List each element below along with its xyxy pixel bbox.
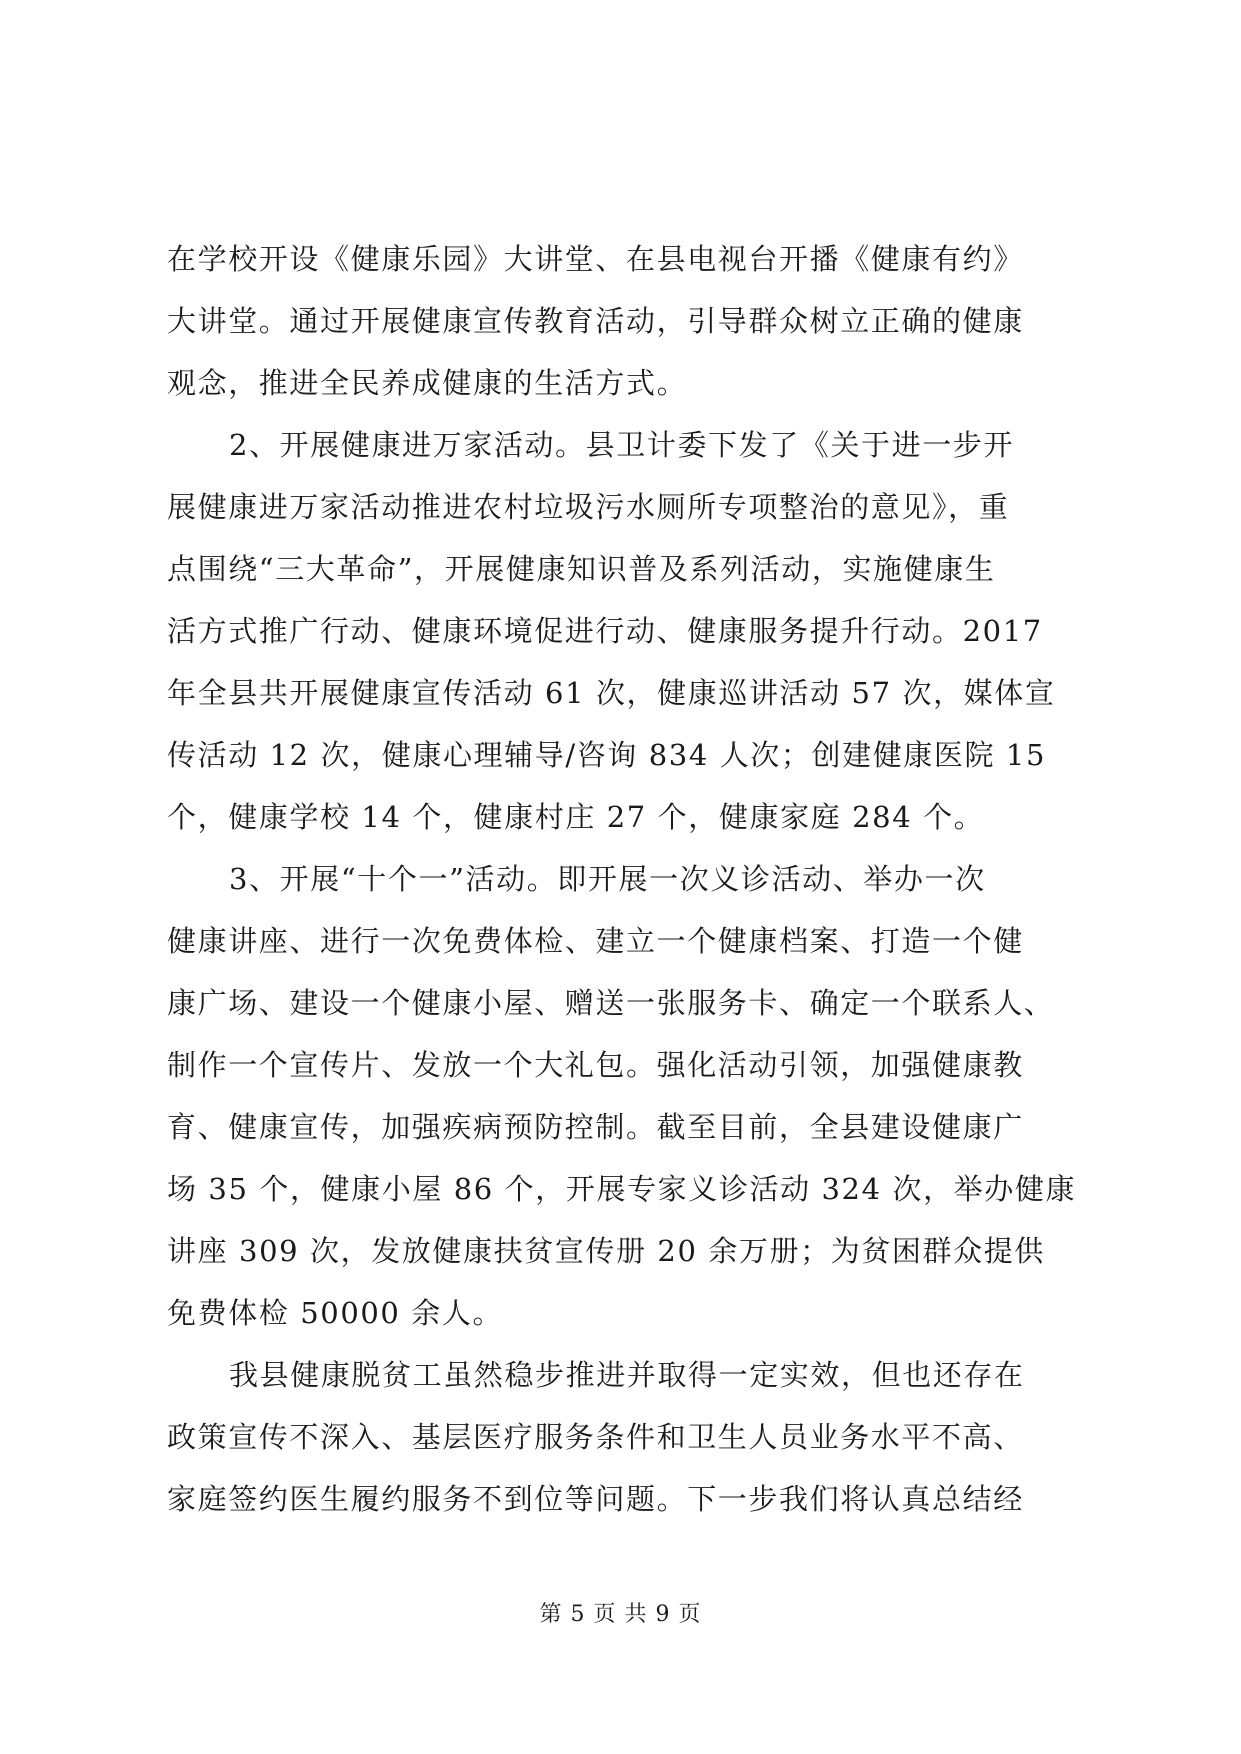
text-line: 个，健康学校 14 个，健康村庄 27 个，健康家庭 284 个。	[167, 800, 985, 834]
text-line: 点围绕“三大革命”，开展健康知识普及系列活动，实施健康生	[167, 552, 996, 586]
text-line: 展健康进万家活动推进农村垃圾污水厕所专项整治的意见》，重	[167, 490, 1010, 524]
body-text	[167, 228, 1082, 1530]
text-line: 观念，推进全民养成健康的生活方式。	[167, 366, 688, 400]
page-number-footer: 第 5 页 共 9 页	[539, 1602, 702, 1627]
text-line: 讲座 309 次，发放健康扶贫宣传册 20 余万册；为贫困群众提供	[167, 1234, 1045, 1268]
paragraph-start-line: 我县健康脱贫工虽然稳步推进并取得一定实效，但也还存在	[229, 1358, 1025, 1392]
text-line: 育、健康宣传，加强疾病预防控制。截至目前，全县建设健康广	[167, 1110, 1024, 1144]
text-line: 大讲堂。通过开展健康宣传教育活动，引导群众树立正确的健康	[167, 304, 1024, 338]
text-line: 制作一个宣传片、发放一个大礼包。强化活动引领，加强健康教	[167, 1048, 1024, 1082]
text-line: 家庭签约医生履约服务不到位等问题。下一步我们将认真总结经	[167, 1482, 1024, 1516]
paragraph-start-line: 3、开展“十个一”活动。即开展一次义诊活动、举办一次	[229, 862, 986, 896]
text-line: 在学校开设《健康乐园》大讲堂、在县电视台开播《健康有约》	[167, 242, 1024, 276]
text-line: 政策宣传不深入、基层医疗服务条件和卫生人员业务水平不高、	[167, 1420, 1024, 1454]
text-line: 传活动 12 次，健康心理辅导/咨询 834 人次；创建健康医院 15	[167, 738, 1047, 772]
text-line: 活方式推广行动、健康环境促进行动、健康服务提升行动。2017	[167, 614, 1043, 648]
text-line: 场 35 个，健康小屋 86 个，开展专家义诊活动 324 次，举办健康	[167, 1172, 1077, 1206]
text-line: 健康讲座、进行一次免费体检、建立一个健康档案、打造一个健	[167, 924, 1024, 958]
text-line: 康广场、建设一个健康小屋、赠送一张服务卡、确定一个联系人、	[167, 986, 1055, 1020]
paragraph-start-line: 2、开展健康进万家活动。县卫计委下发了《关于进一步开	[229, 428, 1015, 462]
text-line: 免费体检 50000 余人。	[167, 1296, 504, 1330]
text-line: 年全县共开展健康宣传活动 61 次，健康巡讲活动 57 次，媒体宣	[167, 676, 1056, 710]
